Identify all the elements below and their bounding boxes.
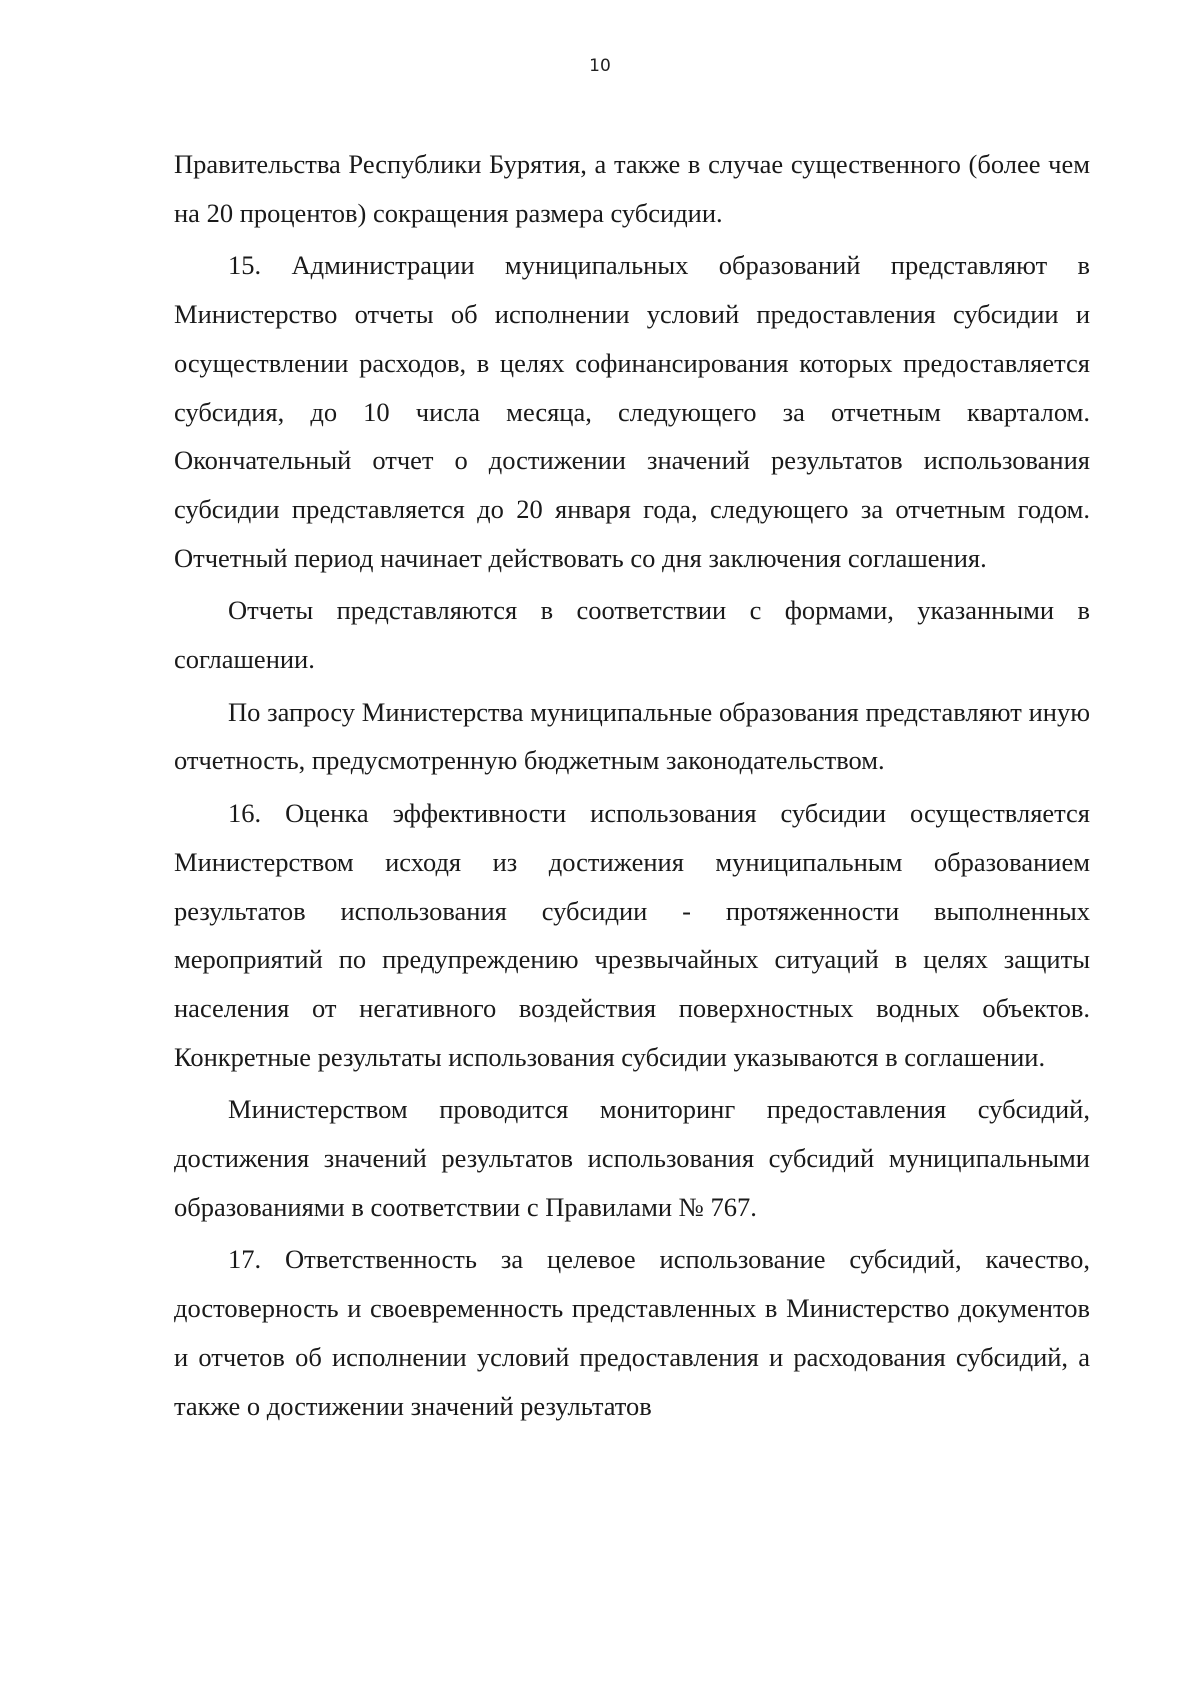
document-body bbox=[174, 140, 1090, 1430]
paragraph-monitoring: Министерством проводится мониторинг предоставления субсидий, достижения значений результатов использования субсидий муниципальными образованиями в соответствии с Правилами № 767. bbox=[174, 1094, 1090, 1222]
paragraph-item-17: 17. Ответственность за целевое использование субсидий, качество, достоверность и своевременность представленных в Министерство документов и отчетов об исполнении условий предоставления и расходования субсидий, а также о достижении значений результатов bbox=[174, 1244, 1090, 1421]
paragraph-item-16: 16. Оценка эффективности использования субсидии осуществляется Министерством исходя из достижения муниципальным образованием результатов использования субсидии - протяженности выполненных мероприятий по предупреждению чрезвычайных ситуаций в целях защиты населения от негативного воздействия поверхностных водных объектов. Конкретные результаты использования субсидии указываются в соглашении. bbox=[174, 798, 1090, 1072]
paragraph-continuation: Правительства Республики Бурятия, а также в случае существенного (более чем на 20 процентов) сокращения размера субсидии. bbox=[174, 149, 1090, 228]
page-number: 10 bbox=[589, 56, 611, 76]
paragraph-reports-forms: Отчеты представляются в соответствии с формами, указанными в соглашении. bbox=[174, 595, 1090, 675]
paragraph-item-15: 15. Администрации муниципальных образований представляют в Министерство отчеты об исполнении условий предоставления субсидии и осуществлении расходов, в целях софинансирования которых предоставляется субсидия, до 10 числа месяца, следующего за отчетным кварталом. Окончательный отчет о достижении значений результатов использования субсидии представляется до 20 января года, следующего за отчетным годом. Отчетный период начинает действовать со дня заключения соглашения. bbox=[174, 250, 1090, 573]
paragraph-request-reporting: По запросу Министерства муниципальные образования представляют иную отчетность, предусмотренную бюджетным законодательством. bbox=[174, 696, 1090, 776]
